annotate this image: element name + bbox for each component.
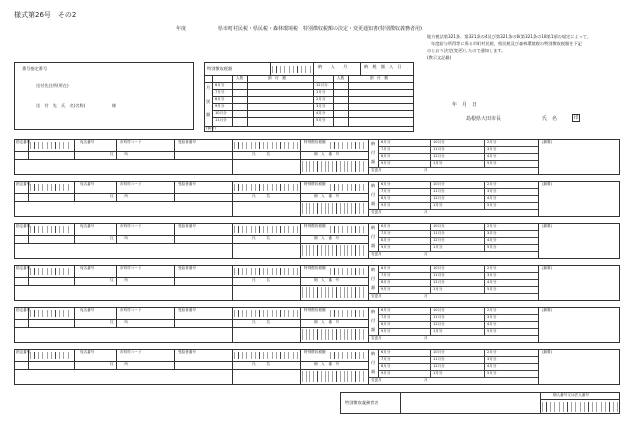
designation-digits — [30, 310, 72, 317]
col-person-count-2: 人数 — [337, 76, 345, 80]
address-label: 住 所 — [110, 362, 128, 366]
designation-label: 指定番号 — [16, 224, 31, 228]
month-c: 3月分 — [487, 314, 497, 319]
payment-side-1: 納 — [371, 141, 376, 146]
payment-side-1: 納 — [371, 309, 376, 314]
city-code-label: 市町村コード — [120, 266, 142, 270]
send-address-label: 送付先住所(所在) — [36, 83, 69, 88]
month-left-0: 6月分 — [215, 83, 225, 87]
month-a: 6月分 — [381, 349, 391, 354]
remarks-label: (摘要) — [542, 266, 552, 270]
month-a: 7月分 — [381, 356, 391, 361]
payee-label: 受給者番号 — [178, 308, 196, 312]
city-code-label: 市町村コード — [120, 350, 142, 354]
special-tax-digits — [330, 226, 366, 233]
personal-no-label: 個 人 番 号 — [314, 152, 340, 156]
honorific: 様 — [112, 103, 117, 108]
month-a: 9月分 — [381, 244, 391, 249]
obligor-label: 特別徴収義務者名 — [345, 400, 379, 405]
special-tax-label: 特別徴収税額 — [304, 350, 326, 354]
month-b: 10月分 — [433, 349, 445, 354]
month-c: 2月分 — [487, 349, 497, 354]
issuer-name-label: 氏 名 — [542, 116, 558, 122]
month-c: 3月分 — [487, 356, 497, 361]
month-right-5: 5月分 — [316, 118, 326, 122]
month-b: 10月分 — [433, 139, 445, 144]
payment-side-2: 付 — [371, 360, 376, 365]
month-a: 9月分 — [381, 370, 391, 375]
tax-digits — [234, 226, 298, 233]
month-a: 6月分 — [381, 265, 391, 270]
month-a: 6月分 — [381, 307, 391, 312]
month-suffix: 月 — [424, 336, 428, 340]
month-c: 2月分 — [487, 139, 497, 144]
address-label: 住 所 — [110, 320, 128, 324]
seal-icon: 印 — [573, 115, 579, 121]
designation-digits — [30, 352, 72, 359]
payment-side-2: 付 — [371, 318, 376, 323]
change-month-label: 変更月 — [371, 336, 382, 340]
city-code-label: 市町村コード — [120, 182, 142, 186]
notice-line-2: 年度給与所得等に係る市町村民税、県民税及び森林環境税の特別徴収税額を下記 — [431, 41, 582, 46]
month-b: 11月分 — [433, 272, 445, 277]
month-c: 5月分 — [487, 370, 497, 375]
month-b: 1月分 — [433, 202, 443, 207]
remarks-label: (摘要) — [542, 350, 552, 354]
month-a: 9月分 — [381, 286, 391, 291]
month-suffix: 月 — [424, 168, 428, 172]
payment-side-3: 額 — [371, 201, 376, 206]
name-label: 氏 名 — [252, 152, 270, 156]
month-b: 12月分 — [433, 153, 445, 158]
payment-side-3: 額 — [371, 327, 376, 332]
remarks-label: (摘要) — [542, 182, 552, 186]
name-label: 氏 名 — [252, 362, 270, 366]
month-c: 5月分 — [487, 202, 497, 207]
form-number: 様式第26号 その2 — [14, 11, 77, 19]
month-c: 4月分 — [487, 237, 497, 242]
special-tax-label: 特別徴収税額 — [304, 308, 326, 312]
month-a: 7月分 — [381, 314, 391, 319]
notes-label: (備考) — [206, 126, 216, 130]
designation-no-label: 番号指定番号 — [22, 66, 48, 71]
month-c: 4月分 — [487, 195, 497, 200]
remarks-label: (摘要) — [542, 224, 552, 228]
footer-number-grid — [542, 402, 618, 412]
month-a: 9月分 — [381, 328, 391, 333]
tax-digits — [234, 310, 298, 317]
designation-digits — [30, 226, 72, 233]
month-a: 7月分 — [381, 188, 391, 193]
row-group-label: 月 — [206, 85, 211, 90]
month-a: 8月分 — [381, 237, 391, 242]
personal-no-digits — [302, 287, 366, 298]
personal-no-label: 個 人 番 号 — [314, 320, 340, 324]
month-b: 11月分 — [433, 188, 445, 193]
month-a: 7月分 — [381, 230, 391, 235]
month-right-3: 3月分 — [316, 104, 326, 108]
taxpayer-no-label: 宛名番号 — [80, 308, 95, 312]
designation-digits — [30, 142, 72, 149]
remit-amount-label: 納 税 額 入 日 — [364, 64, 402, 69]
col-person-count: 人数 — [236, 76, 244, 80]
month-c: 3月分 — [487, 146, 497, 151]
notice-line-4: (教示文記載) — [427, 55, 452, 60]
month-a: 8月分 — [381, 321, 391, 326]
date-label: 年 月 日 — [452, 102, 478, 108]
remarks-label: (摘要) — [542, 308, 552, 312]
personal-no-digits — [302, 245, 366, 256]
month-c: 2月分 — [487, 223, 497, 228]
name-label: 氏 名 — [252, 194, 270, 198]
month-a: 7月分 — [381, 146, 391, 151]
payee-label: 受給者番号 — [178, 350, 196, 354]
tax-digits — [234, 142, 298, 149]
month-c: 3月分 — [487, 230, 497, 235]
name-label: 氏 名 — [252, 236, 270, 240]
city-code-label: 市町村コード — [120, 224, 142, 228]
payment-side-1: 納 — [371, 267, 376, 272]
month-left-5: 11月分 — [215, 118, 227, 122]
month-a: 6月分 — [381, 139, 391, 144]
month-b: 11月分 — [433, 356, 445, 361]
designation-label: 指定番号 — [16, 140, 31, 144]
name-label: 氏 名 — [252, 320, 270, 324]
issuer-label: 島根県大田市長 — [466, 116, 502, 122]
payment-side-3: 額 — [371, 159, 376, 164]
personal-no-digits — [302, 203, 366, 214]
month-c: 3月分 — [487, 272, 497, 277]
month-c: 2月分 — [487, 265, 497, 270]
month-b: 1月分 — [433, 328, 443, 333]
change-month-label: 変更月 — [371, 378, 382, 382]
address-box — [14, 62, 194, 130]
notice-line-3: のとおり決定(変更)したので通知します。 — [427, 48, 506, 53]
send-name-label: 送 付 先 氏 名(名称) — [36, 103, 86, 108]
month-c: 5月分 — [487, 328, 497, 333]
payment-side-3: 額 — [371, 285, 376, 290]
name-label: 氏 名 — [252, 278, 270, 282]
month-b: 12月分 — [433, 195, 445, 200]
taxpayer-no-label: 宛名番号 — [80, 350, 95, 354]
month-c: 4月分 — [487, 363, 497, 368]
month-a: 9月分 — [381, 202, 391, 207]
change-month-label: 変更月 — [371, 294, 382, 298]
month-c: 5月分 — [487, 286, 497, 291]
month-right-0: 12月分 — [316, 83, 328, 87]
payment-side-2: 付 — [371, 276, 376, 281]
month-a: 9月分 — [381, 160, 391, 165]
month-b: 1月分 — [433, 160, 443, 165]
taxpayer-no-label: 宛名番号 — [80, 224, 95, 228]
row-group-sub: 別 — [206, 99, 211, 104]
address-label: 住 所 — [110, 278, 128, 282]
month-b: 12月分 — [433, 321, 445, 326]
payment-side-2: 付 — [371, 150, 376, 155]
month-left-3: 9月分 — [215, 104, 225, 108]
designation-label: 指定番号 — [16, 350, 31, 354]
personal-no-label: 個 人 番 号 — [314, 362, 340, 366]
month-a: 6月分 — [381, 181, 391, 186]
footer-personal-no-label: 個人番号又は法人番号 — [553, 393, 589, 397]
month-left-1: 7月分 — [215, 90, 225, 94]
payment-side-1: 納 — [371, 183, 376, 188]
month-right-4: 4月分 — [316, 111, 326, 115]
month-b: 10月分 — [433, 265, 445, 270]
designation-digits — [30, 184, 72, 191]
month-b: 10月分 — [433, 181, 445, 186]
month-b: 1月分 — [433, 370, 443, 375]
address-label: 住 所 — [110, 152, 128, 156]
personal-no-label: 個 人 番 号 — [314, 236, 340, 240]
tax-digits — [234, 184, 298, 191]
month-b: 10月分 — [433, 223, 445, 228]
month-b: 11月分 — [433, 146, 445, 151]
month-b: 1月分 — [433, 244, 443, 249]
special-tax-digits — [330, 310, 366, 317]
payment-side-2: 付 — [371, 192, 376, 197]
special-tax-label: 特別徴収税額 — [304, 266, 326, 270]
personal-no-label: 個 人 番 号 — [314, 278, 340, 282]
month-suffix: 月 — [424, 252, 428, 256]
designation-digits — [30, 268, 72, 275]
row-group-sub2: 額 — [206, 112, 211, 117]
city-code-label: 市町村コード — [120, 140, 142, 144]
month-c: 4月分 — [487, 279, 497, 284]
payee-label: 受給者番号 — [178, 266, 196, 270]
payee-label: 受給者番号 — [178, 140, 196, 144]
form-title: 県市町村民税・県民税・森林環境税 特別徴収税額の決定・変更通知書(特別徴収義務者用) — [218, 26, 422, 32]
remit-month-label: 納 入 月 — [318, 64, 348, 69]
month-a: 8月分 — [381, 153, 391, 158]
designation-label: 指定番号 — [16, 308, 31, 312]
special-tax-label: 特別徴収税額 — [304, 224, 326, 228]
col-amount: 納 付 額 — [268, 76, 286, 80]
address-label: 住 所 — [110, 236, 128, 240]
payment-side-3: 額 — [371, 369, 376, 374]
month-suffix: 月 — [424, 210, 428, 214]
month-right-2: 2月分 — [316, 97, 326, 101]
month-b: 11月分 — [433, 314, 445, 319]
personal-no-digits — [302, 371, 366, 382]
month-suffix: 月 — [424, 294, 428, 298]
month-b: 10月分 — [433, 307, 445, 312]
month-a: 8月分 — [381, 279, 391, 284]
special-tax-digits — [330, 352, 366, 359]
month-b: 12月分 — [433, 279, 445, 284]
taxpayer-no-label: 宛名番号 — [80, 182, 95, 186]
month-a: 6月分 — [381, 223, 391, 228]
payee-label: 受給者番号 — [178, 182, 196, 186]
personal-no-digits — [302, 329, 366, 340]
month-c: 4月分 — [487, 153, 497, 158]
payment-side-1: 納 — [371, 351, 376, 356]
month-c: 4月分 — [487, 321, 497, 326]
special-tax-label: 特別徴収税額 — [304, 182, 326, 186]
month-suffix: 月 — [424, 378, 428, 382]
month-c: 2月分 — [487, 307, 497, 312]
payee-label: 受給者番号 — [178, 224, 196, 228]
special-tax-total-label: 特別徴収税額 — [207, 66, 233, 71]
month-c: 5月分 — [487, 160, 497, 165]
month-c: 3月分 — [487, 188, 497, 193]
month-a: 7月分 — [381, 272, 391, 277]
remarks-label: (摘要) — [542, 140, 552, 144]
taxpayer-no-label: 宛名番号 — [80, 266, 95, 270]
tax-digits — [234, 268, 298, 275]
month-b: 12月分 — [433, 363, 445, 368]
special-tax-digits — [330, 142, 366, 149]
address-label: 住 所 — [110, 194, 128, 198]
taxpayer-no-label: 宛名番号 — [80, 140, 95, 144]
tax-digits — [234, 352, 298, 359]
col-amount-2: 納 付 額 — [370, 76, 388, 80]
special-tax-label: 特別徴収税額 — [304, 140, 326, 144]
special-tax-digits — [330, 268, 366, 275]
month-a: 8月分 — [381, 363, 391, 368]
month-left-2: 8月分 — [215, 97, 225, 101]
change-month-label: 変更月 — [371, 252, 382, 256]
change-month-label: 変更月 — [371, 210, 382, 214]
city-code-label: 市町村コード — [120, 308, 142, 312]
designation-label: 指定番号 — [16, 266, 31, 270]
personal-no-label: 個 人 番 号 — [314, 194, 340, 198]
month-b: 1月分 — [433, 286, 443, 291]
month-b: 12月分 — [433, 237, 445, 242]
payment-side-3: 額 — [371, 243, 376, 248]
month-right-1: 1月分 — [316, 90, 326, 94]
payment-side-1: 納 — [371, 225, 376, 230]
payment-side-2: 付 — [371, 234, 376, 239]
month-a: 8月分 — [381, 195, 391, 200]
notice-line-1: 地方税法第321条、第321条の4及び第321条の6(第321条の18第1項の規定によって、 — [427, 34, 592, 39]
month-c: 2月分 — [487, 181, 497, 186]
year-label: 年度 — [176, 26, 187, 32]
month-left-4: 10月分 — [215, 111, 227, 115]
month-c: 5月分 — [487, 244, 497, 249]
change-month-label: 変更月 — [371, 168, 382, 172]
month-b: 11月分 — [433, 230, 445, 235]
designation-label: 指定番号 — [16, 182, 31, 186]
personal-no-digits — [302, 161, 366, 172]
special-tax-digits — [330, 184, 366, 191]
